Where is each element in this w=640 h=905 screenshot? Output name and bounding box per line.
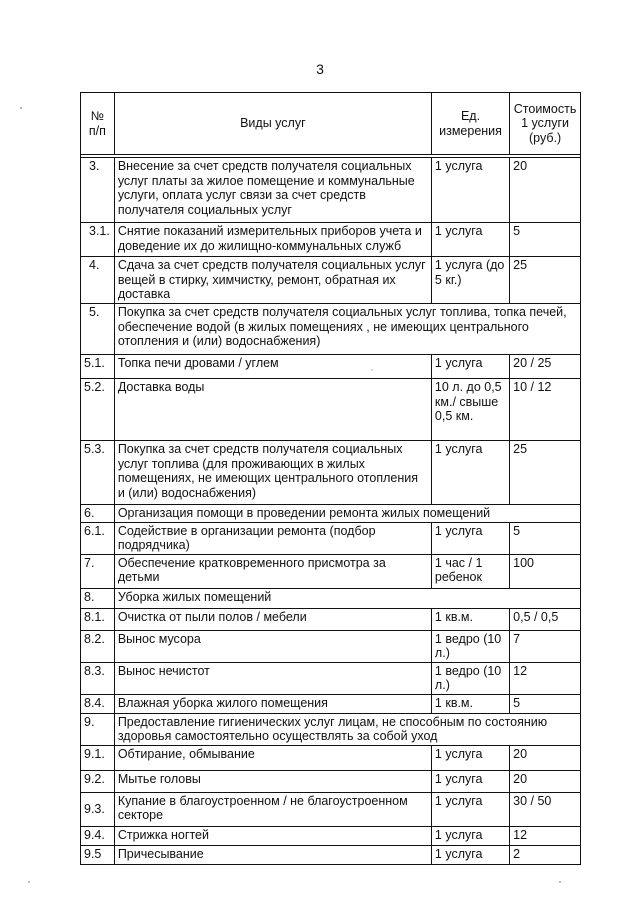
row-name: Влажная уборка жилого помещения	[114, 694, 431, 713]
row-price: 25	[510, 257, 581, 304]
table-row	[81, 554, 581, 588]
row-unit: 1 услуга (до 5 кг.)	[431, 257, 509, 304]
row-price: 100	[510, 554, 581, 588]
row-num: 8.1.	[81, 608, 115, 630]
row-price: 0,5 / 0,5	[510, 608, 581, 630]
row-num: 3.1.	[81, 223, 115, 257]
header-name: Виды услуг	[114, 93, 431, 155]
row-unit: 1 услуга	[431, 770, 509, 792]
table-row	[81, 608, 581, 630]
table-row-section	[81, 505, 581, 523]
row-unit: 1 кв.м.	[431, 608, 509, 630]
row-unit: 1 услуга	[431, 522, 509, 554]
row-num: 5.	[81, 304, 115, 355]
table-row	[81, 745, 581, 770]
row-name: Вынос мусора	[114, 630, 431, 662]
row-price: 5	[510, 694, 581, 713]
table-row	[81, 845, 581, 864]
row-price: 25	[510, 441, 581, 505]
row-unit: 1 услуга	[431, 792, 509, 826]
row-name: Купание в благоустроенном / не благоустроенном секторе	[114, 792, 431, 826]
row-name: Организация помощи в проведении ремонта жилых помещений	[114, 505, 580, 523]
header-num: № п/п	[81, 93, 115, 155]
row-price: 30 / 50	[510, 792, 581, 826]
row-name: Покупка за счет средств получателя социальных услуг топлива (для проживающих в жилых помещениях, не имеющих центрального отопления и (или) водоснабжения)	[114, 441, 431, 505]
table-header-row	[81, 93, 581, 155]
row-price: 20	[510, 158, 581, 223]
row-price: 2	[510, 845, 581, 864]
row-num: 6.	[81, 505, 115, 523]
row-unit: 1 услуга	[431, 223, 509, 257]
row-unit: 1 ведро (10 л.)	[431, 630, 509, 662]
row-num: 8.3.	[81, 662, 115, 694]
row-num: 4.	[81, 257, 115, 304]
row-name: Внесение за счет средств получателя социальных услуг платы за жилое помещение и коммунальные услуги, оплата услуг связи за счет средств получателя социальных услуг	[114, 158, 431, 223]
row-num: 9.3.	[81, 792, 115, 826]
row-price: 5	[510, 522, 581, 554]
row-price: 12	[510, 826, 581, 845]
table-row-section	[81, 304, 581, 355]
row-unit: 10 л. до 0,5 км./ свыше 0,5 км.	[431, 379, 509, 441]
row-price: 20	[510, 745, 581, 770]
row-unit: 1 услуга	[431, 355, 509, 379]
row-num: 6.1.	[81, 522, 115, 554]
row-unit: 1 кв.м.	[431, 694, 509, 713]
row-name: Доставка воды	[114, 379, 431, 441]
row-price: 10 / 12	[510, 379, 581, 441]
row-unit: 1 ведро (10 л.)	[431, 662, 509, 694]
header-price: Стоимость 1 услуги (руб.)	[510, 93, 581, 155]
row-unit: 1 услуга	[431, 845, 509, 864]
row-name: Топка печи дровами / углем	[114, 355, 431, 379]
table-row-section	[81, 713, 581, 745]
row-name: Снятие показаний измерительных приборов учета и доведение их до жилищно-коммунальных служб	[114, 223, 431, 257]
row-num: 8.4.	[81, 694, 115, 713]
row-price: 5	[510, 223, 581, 257]
table-row	[81, 522, 581, 554]
row-unit: 1 услуга	[431, 441, 509, 505]
table-row	[81, 158, 581, 223]
row-num: 5.2.	[81, 379, 115, 441]
row-num: 9.1.	[81, 745, 115, 770]
row-name: Уборка жилых помещений	[114, 588, 580, 608]
services-table	[80, 92, 581, 865]
table-row	[81, 355, 581, 379]
row-name: Предоставление гигиенических услуг лицам, не способным по состоянию здоровья самостоятельно осуществлять за собой уход	[114, 713, 580, 745]
row-name: Очистка от пыли полов / мебели	[114, 608, 431, 630]
row-unit: 1 услуга	[431, 745, 509, 770]
row-unit: 1 услуга	[431, 826, 509, 845]
row-name: Сдача за счет средств получателя социальных услуг вещей в стирку, химчистку, ремонт, обратная их доставка	[114, 257, 431, 304]
table-row	[81, 826, 581, 845]
row-num: 5.3.	[81, 441, 115, 505]
table-row	[81, 379, 581, 441]
row-price: 7	[510, 630, 581, 662]
row-name: Обеспечение кратковременного присмотра за детьми	[114, 554, 431, 588]
page-number: 3	[316, 61, 324, 77]
table-row	[81, 662, 581, 694]
row-num: 5.1.	[81, 355, 115, 379]
row-num: 8.2.	[81, 630, 115, 662]
table-row	[81, 630, 581, 662]
row-name: Причесывание	[114, 845, 431, 864]
table-row	[81, 441, 581, 505]
row-price: 20	[510, 770, 581, 792]
row-num: 3.	[81, 158, 115, 223]
table-row	[81, 257, 581, 304]
row-name: Стрижка ногтей	[114, 826, 431, 845]
row-name: Вынос нечистот	[114, 662, 431, 694]
table-row	[81, 770, 581, 792]
row-unit: 1 час / 1 ребенок	[431, 554, 509, 588]
row-name: Содействие в организации ремонта (подбор подрядчика)	[114, 522, 431, 554]
row-num: 9.	[81, 713, 115, 745]
row-name: Покупка за счет средств получателя социальных услуг топлива, топка печей, обеспечение водой (в жилых помещениях , не имеющих центрального отопления и (или) водоснабжения)	[114, 304, 580, 355]
row-num: 9.2.	[81, 770, 115, 792]
row-price: 20 / 25	[510, 355, 581, 379]
row-num: 8.	[81, 588, 115, 608]
row-num: 7.	[81, 554, 115, 588]
row-num: 9.5	[81, 845, 115, 864]
row-name: Мытье головы	[114, 770, 431, 792]
header-unit: Ед. измерения	[431, 93, 509, 155]
table-row	[81, 792, 581, 826]
row-num: 9.4.	[81, 826, 115, 845]
row-name: Обтирание, обмывание	[114, 745, 431, 770]
table-row-section	[81, 588, 581, 608]
table-row	[81, 223, 581, 257]
row-price: 12	[510, 662, 581, 694]
row-unit: 1 услуга	[431, 158, 509, 223]
table-row	[81, 694, 581, 713]
